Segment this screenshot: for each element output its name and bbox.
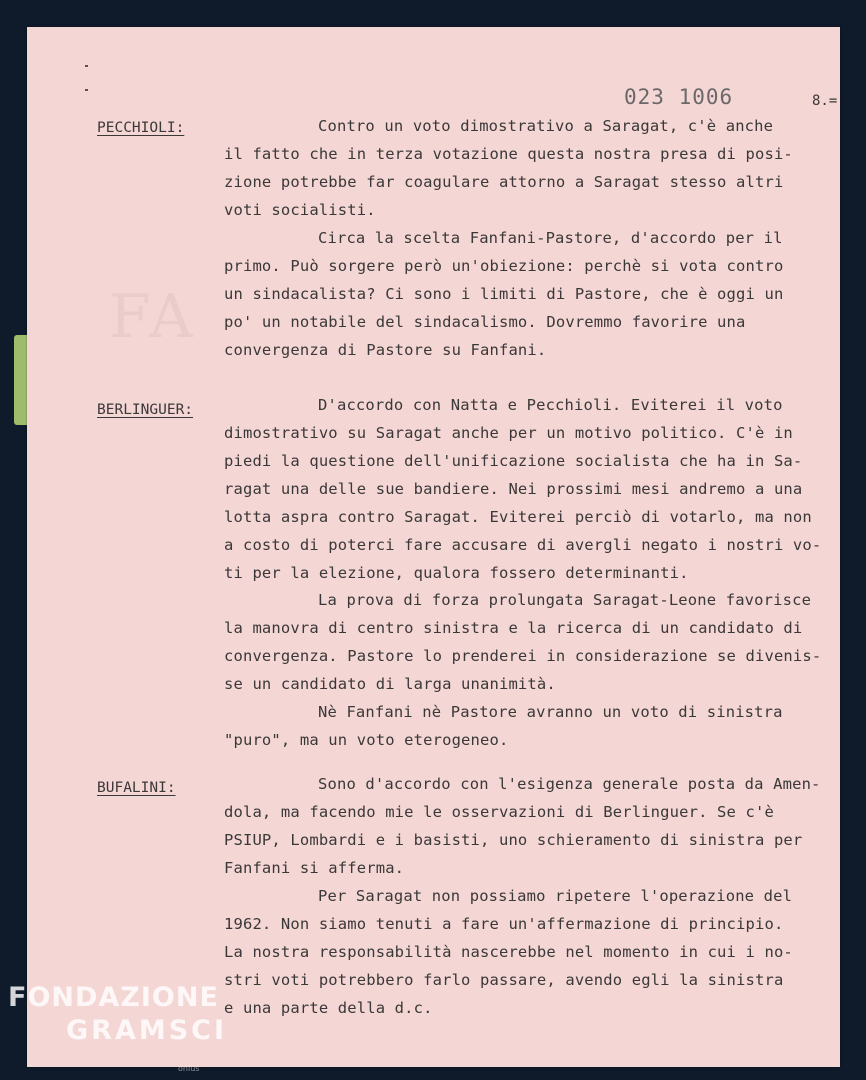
- watermark-line2: GRAMSCI: [66, 1015, 228, 1046]
- text-line: convergenza di Pastore su Fanfani.: [224, 341, 547, 359]
- text-line: zione potrebbe far coagulare attorno a Saragat stesso altri: [224, 173, 784, 191]
- text-line: po' un notabile del sindacalismo. Dovremmo favorire una: [224, 313, 746, 331]
- text-line: stri voti potrebbero farlo passare, avendo egli la sinistra: [224, 971, 784, 989]
- text-line: convergenza. Pastore lo prenderei in considerazione se divenis-: [224, 647, 822, 665]
- text-line: Fanfani si afferma.: [224, 859, 405, 877]
- watermark-logo: [8, 982, 227, 1046]
- speaker-bufalini: BUFALINI:: [97, 780, 176, 796]
- watermark-small: onlus: [178, 1064, 200, 1073]
- page-number: 8.=: [812, 93, 838, 109]
- text-line: La prova di forza prolungata Saragat-Leone favorisce: [318, 591, 812, 609]
- text-line: ragat una delle sue bandiere. Nei prossimi mesi andremo a una: [224, 480, 803, 498]
- document-page: [27, 27, 840, 1067]
- bleed-through-stamp: FA: [109, 282, 197, 352]
- text-line: un sindacalista? Ci sono i limiti di Pastore, che è oggi un: [224, 285, 784, 303]
- margin-tick: [85, 89, 88, 91]
- text-line: se un candidato di larga unanimità.: [224, 675, 556, 693]
- text-line: Per Saragat non possiamo ripetere l'operazione del: [318, 887, 793, 905]
- text-line: piedi la questione dell'unificazione socialista che ha in Sa-: [224, 452, 803, 470]
- text-line: Contro un voto dimostrativo a Saragat, c'è anche: [318, 117, 774, 135]
- speaker-pecchioli: PECCHIOLI:: [97, 120, 185, 136]
- text-line: primo. Può sorgere però un'obiezione: perchè si vota contro: [224, 257, 784, 275]
- watermark-line1: FONDAZIONE: [8, 982, 219, 1013]
- text-line: Nè Fanfani nè Pastore avranno un voto di sinistra: [318, 703, 783, 721]
- text-line: La nostra responsabilità nascerebbe nel momento in cui i no-: [224, 943, 793, 961]
- text-line: Sono d'accordo con l'esigenza generale posta da Amen-: [318, 775, 821, 793]
- text-line: e una parte della d.c.: [224, 999, 433, 1017]
- text-line: voti socialisti.: [224, 201, 376, 219]
- speaker-berlinguer: BERLINGUER:: [97, 402, 194, 418]
- text-line: D'accordo con Natta e Pecchioli. Eviterei il voto: [318, 396, 783, 414]
- text-line: Circa la scelta Fanfani-Pastore, d'accordo per il: [318, 229, 783, 247]
- archive-code: 023 1006: [624, 85, 734, 109]
- text-line: dola, ma facendo mie le osservazioni di Berlinguer. Se c'è: [224, 803, 774, 821]
- margin-tick: [85, 65, 88, 67]
- text-line: ti per la elezione, qualora fossero determinanti.: [224, 564, 689, 582]
- text-line: a costo di poterci fare accusare di avergli negato i nostri vo-: [224, 536, 822, 554]
- text-line: lotta aspra contro Saragat. Eviterei perciò di votarlo, ma non: [224, 508, 812, 526]
- text-line: il fatto che in terza votazione questa nostra presa di posi-: [224, 145, 793, 163]
- text-line: PSIUP, Lombardi e i basisti, uno schieramento di sinistra per: [224, 831, 803, 849]
- text-line: la manovra di centro sinistra e la ricerca di un candidato di: [224, 619, 803, 637]
- text-line: 1962. Non siamo tenuti a fare un'affermazione di principio.: [224, 915, 784, 933]
- text-line: dimostrativo su Saragat anche per un motivo politico. C'è in: [224, 424, 793, 442]
- text-line: "puro", ma un voto eterogeneo.: [224, 731, 509, 749]
